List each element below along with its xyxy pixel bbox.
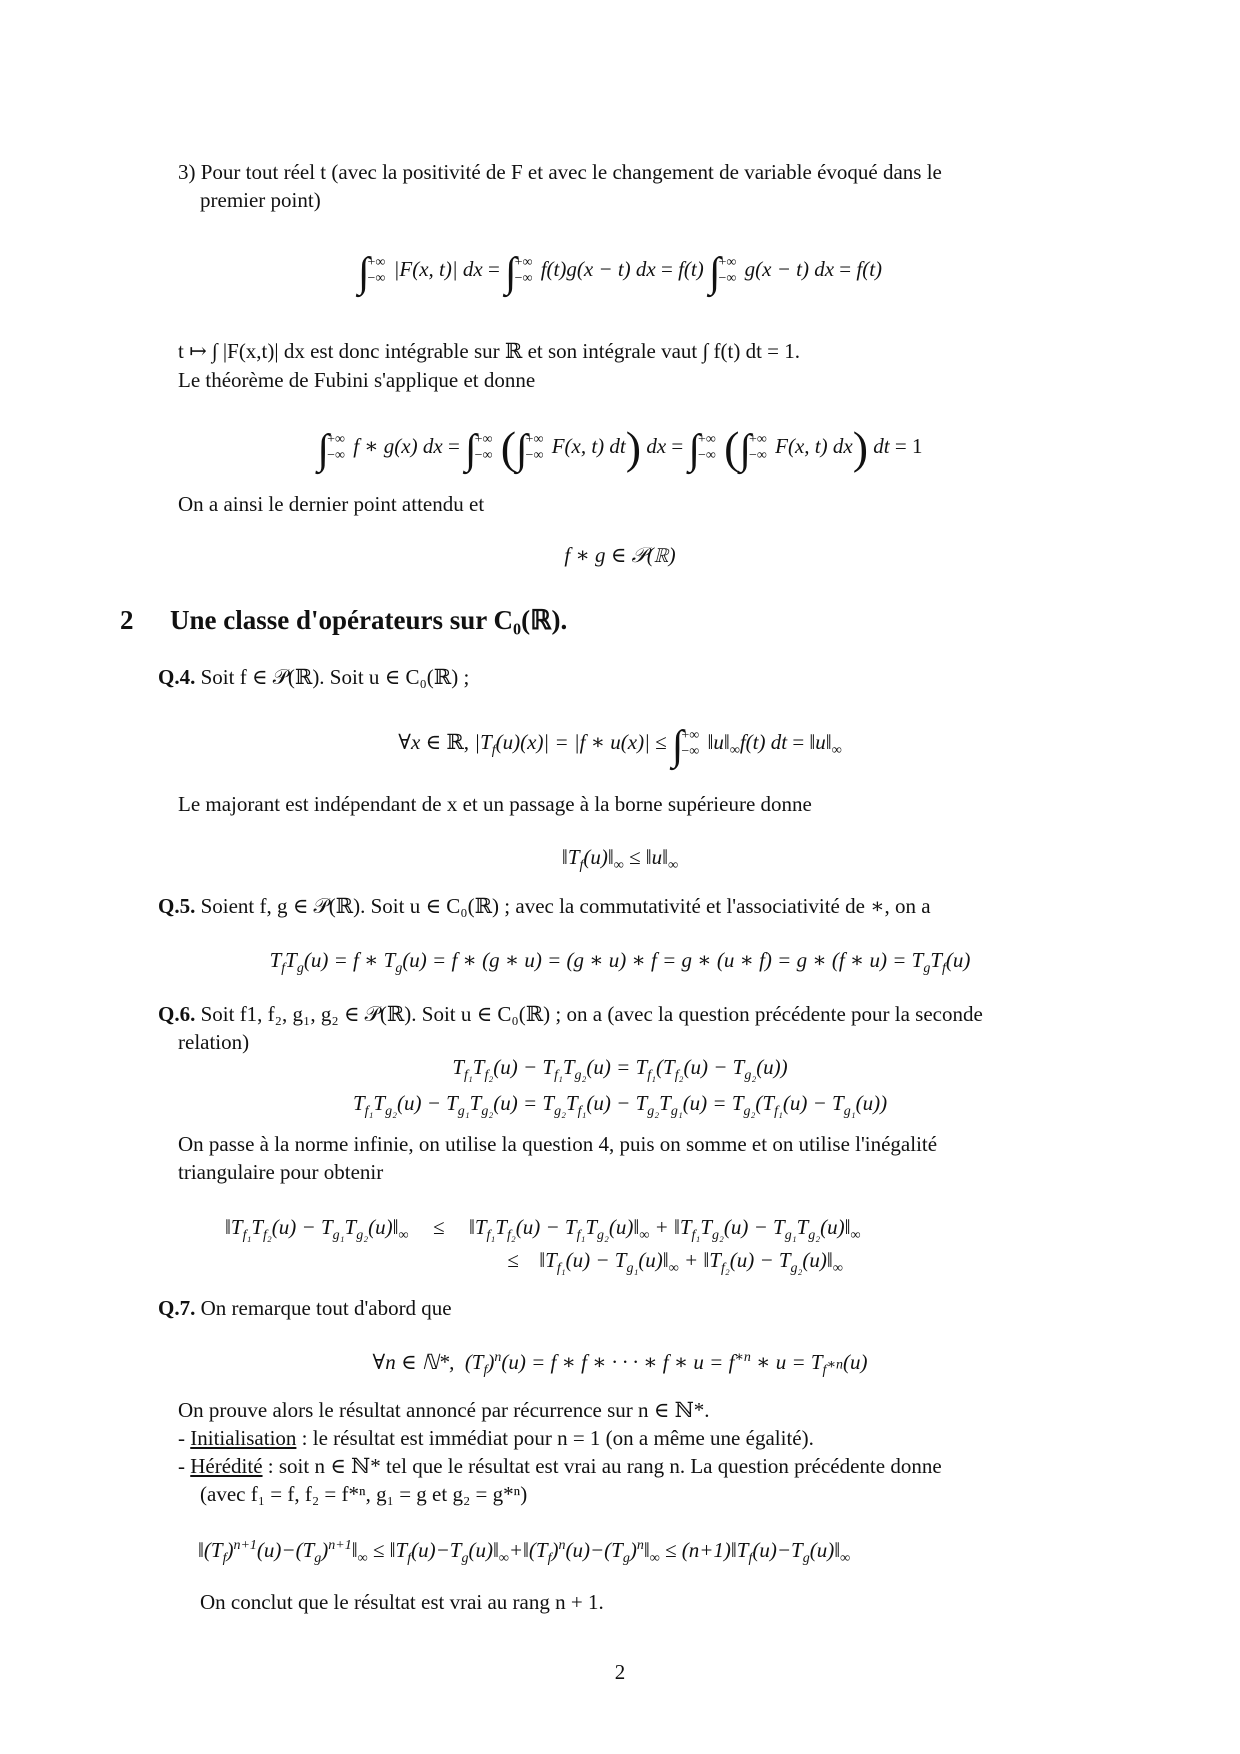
q4-text: Le majorant est indépendant de x et un passage à la borne supérieure donne <box>178 792 812 816</box>
q5-intro-text: Soient f, g ∈ 𝒫(ℝ). Soit u ∈ C₀(ℝ) ; avec la commutativité et l'associativité de ∗, on a <box>200 894 931 918</box>
q7-hered-text: : soit n ∈ ℕ* tel que le résultat est vrai au rang n. La question précédente donne <box>262 1454 942 1478</box>
q4-label: Q.4. <box>158 665 196 689</box>
q7-init-text: : le résultat est immédiat pour n = 1 (on a même une égalité). <box>296 1426 814 1450</box>
q6-text-line2: triangulaire pour obtenir <box>178 1160 384 1184</box>
equation-q7-induction: $‖(T_f)^{n+1}(u)-(T_g)^{n+1}‖_\infty$ ≤ $‖T_f(u)-T_g(u)‖_\infty+‖(T_f)^n(u)-(T_g)^n‖_\infty$ ≤ $(n+1)‖T_f(u)-T_g(u)‖_\infty$ <box>198 1538 851 1567</box>
q4-intro-text: Soit f ∈ 𝒫(ℝ). Soit u ∈ C₀(ℝ) ; <box>200 665 470 689</box>
q7-intro <box>158 1294 1108 1322</box>
q4-intro <box>158 663 1108 691</box>
page-number: 2 <box>614 1660 626 1684</box>
item3-paragraph <box>178 158 1108 214</box>
equation-integral-F: ∫ +∞ −∞ |F(x, t)| dx = ∫ +∞ −∞ f(t)g(x − t) dx = f(t) ∫ +∞ −∞ g(x − t) dx = f(t) <box>357 250 883 296</box>
equation-q7-power: ∀n ∈ ℕ*, $(T_f)^n(u) = f$ ∗ f ∗ · · · ∗ f ∗ $u = f^{∗n}$ ∗ $u = T_{f^{∗n}}(u)$ <box>372 1350 868 1379</box>
q7-init-label: Initialisation <box>190 1426 297 1450</box>
q7-text1: On prouve alors le résultat annoncé par récurrence sur n ∈ ℕ*. <box>178 1398 710 1422</box>
section-title: Une classe d'opérateurs sur C₀(ℝ). <box>170 605 568 635</box>
q7-hered-label: Hérédité <box>190 1454 263 1478</box>
fubini-line: Le théorème de Fubini s'applique et donne <box>178 368 536 392</box>
q6-intro-line2: relation) <box>178 1030 250 1054</box>
equation-q6-ineq2: ≤ $‖T_{f_1}(u)$ − $T_{g_1}(u)‖_\infty$ + $‖T_{f_2}(u)$ − $T_{g_2}(u)‖_\infty$ <box>507 1248 843 1277</box>
conclusion-line: On a ainsi le dernier point attendu et <box>178 492 485 516</box>
integrability-line: t ↦ ∫ |F(x,t)| dx est donc intégrable sur ℝ et son intégrale vaut ∫ f(t) dt = 1. <box>178 339 801 363</box>
q7-hered: - Hérédité : soit n ∈ ℕ* tel que le résultat est vrai au rang n. La question précédente donne <box>178 1454 942 1478</box>
q6-text <box>178 1130 1108 1186</box>
q7-recurrence <box>178 1396 1108 1508</box>
q5-intro <box>158 892 1108 920</box>
item3-line2: premier point) <box>200 188 321 212</box>
equation-q4-norm: $‖T_f(u)‖_\infty$ ≤ $‖u‖_\infty$ <box>561 845 679 874</box>
q6-intro <box>158 1000 1108 1056</box>
equation-q5-commute: $T_fT_g(u) = f$ ∗ $T_g(u) = f$ ∗ (g ∗ u) = (g ∗ u) ∗ f = g ∗ (u ∗ f) = g ∗ (f ∗ $u) = T_gT_f(u)$ <box>269 948 971 977</box>
equation-q6-ineq1: $‖T_{f_1}T_{f_2}(u)$ − $T_{g_1}T_{g_2}(u)‖_\infty$ ≤ $‖T_{f_1}T_{f_2}(u)$ − $T_{f_1}T_{g_2}(u)‖_\infty$ + $‖T_{f_1}T_{g_2}(u)$ − $T_{g_1}T_{g_2}(u)‖_\infty$ <box>225 1215 861 1244</box>
q6-label: Q.6. <box>158 1002 196 1026</box>
q6-text-line1: On passe à la norme infinie, on utilise la question 4, puis on somme et on utilise l'inégalité <box>178 1132 938 1156</box>
equation-q6-rel2: $T_{f_1}T_{g_2}(u) - T_{g_1}T_{g_2}(u) = T_{g_2}T_{f_1}(u) - T_{g_2}T_{g_1}(u) = T_{g_2}(T_{f_1}(u) - T_{g_1}(u))$ <box>352 1091 888 1120</box>
q7-hered-text2: (avec f₁ = f, f₂ = f*ⁿ, g₁ = g et g₂ = g*ⁿ) <box>200 1482 528 1506</box>
equation-q6-rel1: $T_{f_1}T_{f_2}(u) - T_{f_1}T_{g_2}(u) = T_{f_1}(T_{f_2}(u) - T_{g_2}(u))$ <box>452 1055 788 1084</box>
q7-conclusion: On conclut que le résultat est vrai au rang n + 1. <box>200 1590 604 1614</box>
section-number: 2 <box>120 605 134 635</box>
q7-intro-text: On remarque tout d'abord que <box>200 1296 452 1320</box>
equation-final: f ∗ g ∈ 𝒫(ℝ) <box>564 543 676 567</box>
equation-fubini: ∫ +∞ −∞ f ∗ g(x) dx = ∫ +∞ −∞ (∫ +∞ −∞ F(x, t) dt) dx = ∫ +∞ −∞ (∫ +∞ −∞ F(x, t) dx) dt = 1 <box>317 422 923 473</box>
item3-line1: 3) Pour tout réel t (avec la positivité de F et avec le changement de variable évoqué dans le <box>178 160 942 184</box>
q7-label: Q.7. <box>158 1296 196 1320</box>
q7-init: - Initialisation : le résultat est immédiat pour n = 1 (on a même une égalité). <box>178 1426 814 1450</box>
q5-label: Q.5. <box>158 894 196 918</box>
equation-q4-bound: ∀x ∈ ℝ, $|T_f(u)(x)| = |f$ ∗ u(x)| ≤ ∫ +∞ −∞ $‖u‖_\infty f(t)$ dt = $‖u‖_\infty$ <box>398 723 842 769</box>
q6-intro-line1: Soit f1, f₂, g₁, g₂ ∈ 𝒫(ℝ). Soit u ∈ C₀(ℝ) ; on a (avec la question précédente pour la seconde <box>200 1002 983 1026</box>
